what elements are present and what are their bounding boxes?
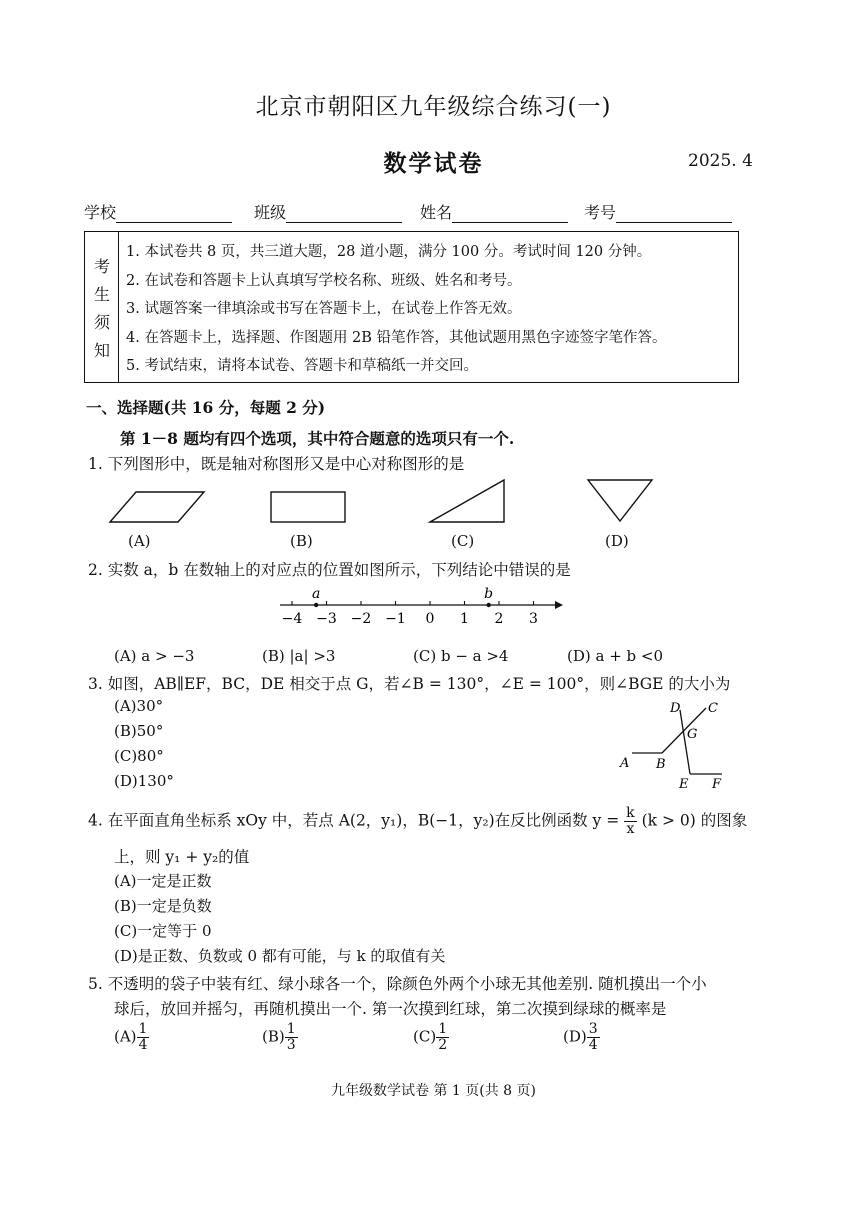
point-label-a: a: [311, 586, 321, 602]
rectangle-figure: [271, 492, 345, 522]
tick-label: 1: [460, 611, 469, 627]
q4-option-a: (A)一定是正数: [114, 872, 212, 890]
label-E: E: [679, 777, 689, 792]
tick-label: −3: [316, 611, 337, 627]
instruction-item: 5. 考试结束，请将本试卷、答题卡和草稿纸一并交回。: [126, 358, 478, 374]
class-label: 班级: [254, 203, 287, 222]
q4-frac-num: k: [626, 805, 635, 821]
question-3-stem: 3. 如图，AB∥EF，BC，DE 相交于点 G，若∠B = 130°，∠E = 100°，则∠BGE 的大小为: [88, 675, 731, 693]
segment-BC: [662, 708, 706, 753]
number-line-points: [312, 586, 493, 607]
parallelogram-figure: [110, 492, 204, 522]
exam-number-field[interactable]: [584, 200, 732, 223]
exam-title: 北京市朝阳区九年级综合练习(一): [255, 94, 612, 120]
exam-subtitle: 数学试卷: [383, 150, 484, 177]
frac-den: 3: [286, 1037, 296, 1053]
class-blank[interactable]: [286, 203, 402, 223]
label-C: C: [708, 701, 718, 716]
q3-option-c: (C)80°: [114, 747, 164, 765]
label-char: 生: [94, 285, 111, 304]
q4-fraction: [624, 806, 636, 837]
point-b: [486, 603, 490, 607]
q5-option-label: (B): [262, 1027, 285, 1046]
instructions-box: [84, 231, 739, 383]
point-a: [314, 603, 318, 607]
school-label: 学校: [84, 203, 117, 222]
exam-number-blank[interactable]: [616, 203, 732, 223]
point-label-b: b: [484, 586, 494, 602]
label-G: G: [687, 727, 698, 742]
instruction-item: 2. 在试卷和答题卡上认真填写学校名称、班级、姓名和考号。: [126, 272, 522, 289]
q4-option-c: (C)一定等于 0: [114, 922, 212, 940]
q4-option-b: (B)一定是负数: [114, 897, 212, 915]
tick-label: 0: [425, 611, 435, 627]
label-F: F: [712, 777, 722, 792]
instructions-label: [85, 232, 119, 382]
instruction-item: 1. 本试卷共 8 页，共三道大题，28 道小题，满分 100 分。考试时间 120 分钟。: [126, 244, 652, 260]
label-char: 须: [94, 313, 111, 332]
q5-fraction: [285, 1022, 298, 1053]
q1-label-b: (B): [290, 532, 313, 550]
label-char: 考: [94, 257, 111, 276]
frac-den: 4: [588, 1037, 598, 1053]
frac-num: 1: [286, 1021, 296, 1037]
page-footer: 九年级数学试卷 第 1 页(共 8 页): [331, 1083, 536, 1099]
school-field[interactable]: [84, 200, 232, 223]
name-label: 姓名: [420, 203, 453, 222]
section-instruction: 第 1－8 题均有四个选项，其中符合题意的选项只有一个.: [120, 429, 515, 448]
q4-stem-part-b: (k > 0) 的图象: [641, 811, 748, 830]
q5-option-c: [413, 1022, 449, 1053]
question-4-stem: [88, 806, 747, 837]
instructions-list: [126, 238, 667, 381]
exam-number-label: 考号: [584, 203, 617, 222]
exam-date: 2025. 4: [688, 151, 753, 171]
frac-num: 3: [588, 1021, 598, 1037]
q2-option-d: (D) a + b <0: [567, 647, 664, 665]
school-blank[interactable]: [116, 203, 232, 223]
q5-option-label: (D): [563, 1027, 587, 1046]
q5-fraction: [587, 1022, 600, 1053]
name-blank[interactable]: [452, 203, 568, 223]
question-5-stem: 5. 不透明的袋子中装有红、绿小球各一个，除颜色外两个小球无其他差别. 随机摸出一个小: [88, 975, 707, 993]
q1-label-a: (A): [128, 532, 151, 550]
name-field[interactable]: [420, 200, 568, 223]
equilateral-triangle-figure: [588, 480, 652, 521]
instruction-item: 4. 在答题卡上，选择题、作图题用 2B 铅笔作答，其他试题用黑色字迹签字笔作答。: [126, 329, 667, 346]
label-A: A: [620, 756, 630, 771]
frac-num: 1: [438, 1021, 448, 1037]
question-4-stem-cont: 上，则 y₁ + y₂的值: [114, 848, 250, 866]
q3-geometry-figure: [612, 696, 742, 796]
question-2-stem: 2. 实数 a，b 在数轴上的对应点的位置如图所示，下列结论中错误的是: [88, 561, 571, 579]
q3-option-b: (B)50°: [114, 722, 164, 740]
label-B: B: [656, 757, 666, 772]
tick-label: −4: [281, 611, 303, 627]
q1-label-c: (C): [451, 532, 475, 550]
tick-label: −2: [350, 611, 372, 627]
q3-option-a: (A)30°: [114, 697, 164, 715]
instruction-item: 3. 试题答案一律填涂或书写在答题卡上，在试卷上作答无效。: [126, 301, 522, 317]
frac-den: 4: [138, 1037, 148, 1053]
q1-label-d: (D): [605, 532, 629, 550]
tick-label: 2: [494, 611, 504, 627]
q5-option-b: [262, 1022, 298, 1053]
q4-stem-part-a: 4. 在平面直角坐标系 xOy 中，若点 A(2，y₁)，B(−1，y₂)在反比例函数 y =: [88, 811, 620, 830]
frac-num: 1: [138, 1021, 148, 1037]
tick-label: −1: [385, 611, 406, 627]
question-5-stem-cont: 球后，放回并摇匀，再随机摸出一个. 第一次摸到红球，第二次摸到绿球的概率是: [114, 1000, 667, 1018]
q5-option-d: [563, 1022, 600, 1053]
q5-option-a: [114, 1022, 149, 1053]
q2-option-b: (B) |a| >3: [262, 647, 336, 665]
q5-option-label: (C): [413, 1027, 437, 1046]
question-1-figures: [100, 476, 680, 532]
label-char: 知: [94, 341, 111, 360]
number-line: [270, 582, 570, 628]
q3-option-d: (D)130°: [114, 772, 174, 790]
number-line-arrow: [555, 601, 563, 609]
section-title: 一、选择题(共 16 分，每题 2 分): [86, 398, 326, 417]
right-triangle-figure: [430, 480, 504, 522]
q5-fraction: [436, 1022, 449, 1053]
segment-DE: [680, 710, 690, 774]
q2-option-a: (A) a > −3: [114, 647, 195, 665]
q4-frac-den: x: [626, 821, 635, 837]
q5-fraction: [137, 1022, 150, 1053]
frac-den: 2: [438, 1037, 448, 1053]
class-field[interactable]: [254, 200, 402, 223]
q5-option-label: (A): [114, 1027, 137, 1046]
tick-label: 3: [529, 611, 538, 627]
question-1-stem: 1. 下列图形中，既是轴对称图形又是中心对称图形的是: [88, 455, 465, 473]
label-D: D: [670, 701, 681, 716]
q4-option-d: (D)是正数、负数或 0 都有可能，与 k 的取值有关: [114, 947, 446, 965]
q2-option-c: (C) b − a >4: [413, 647, 509, 665]
